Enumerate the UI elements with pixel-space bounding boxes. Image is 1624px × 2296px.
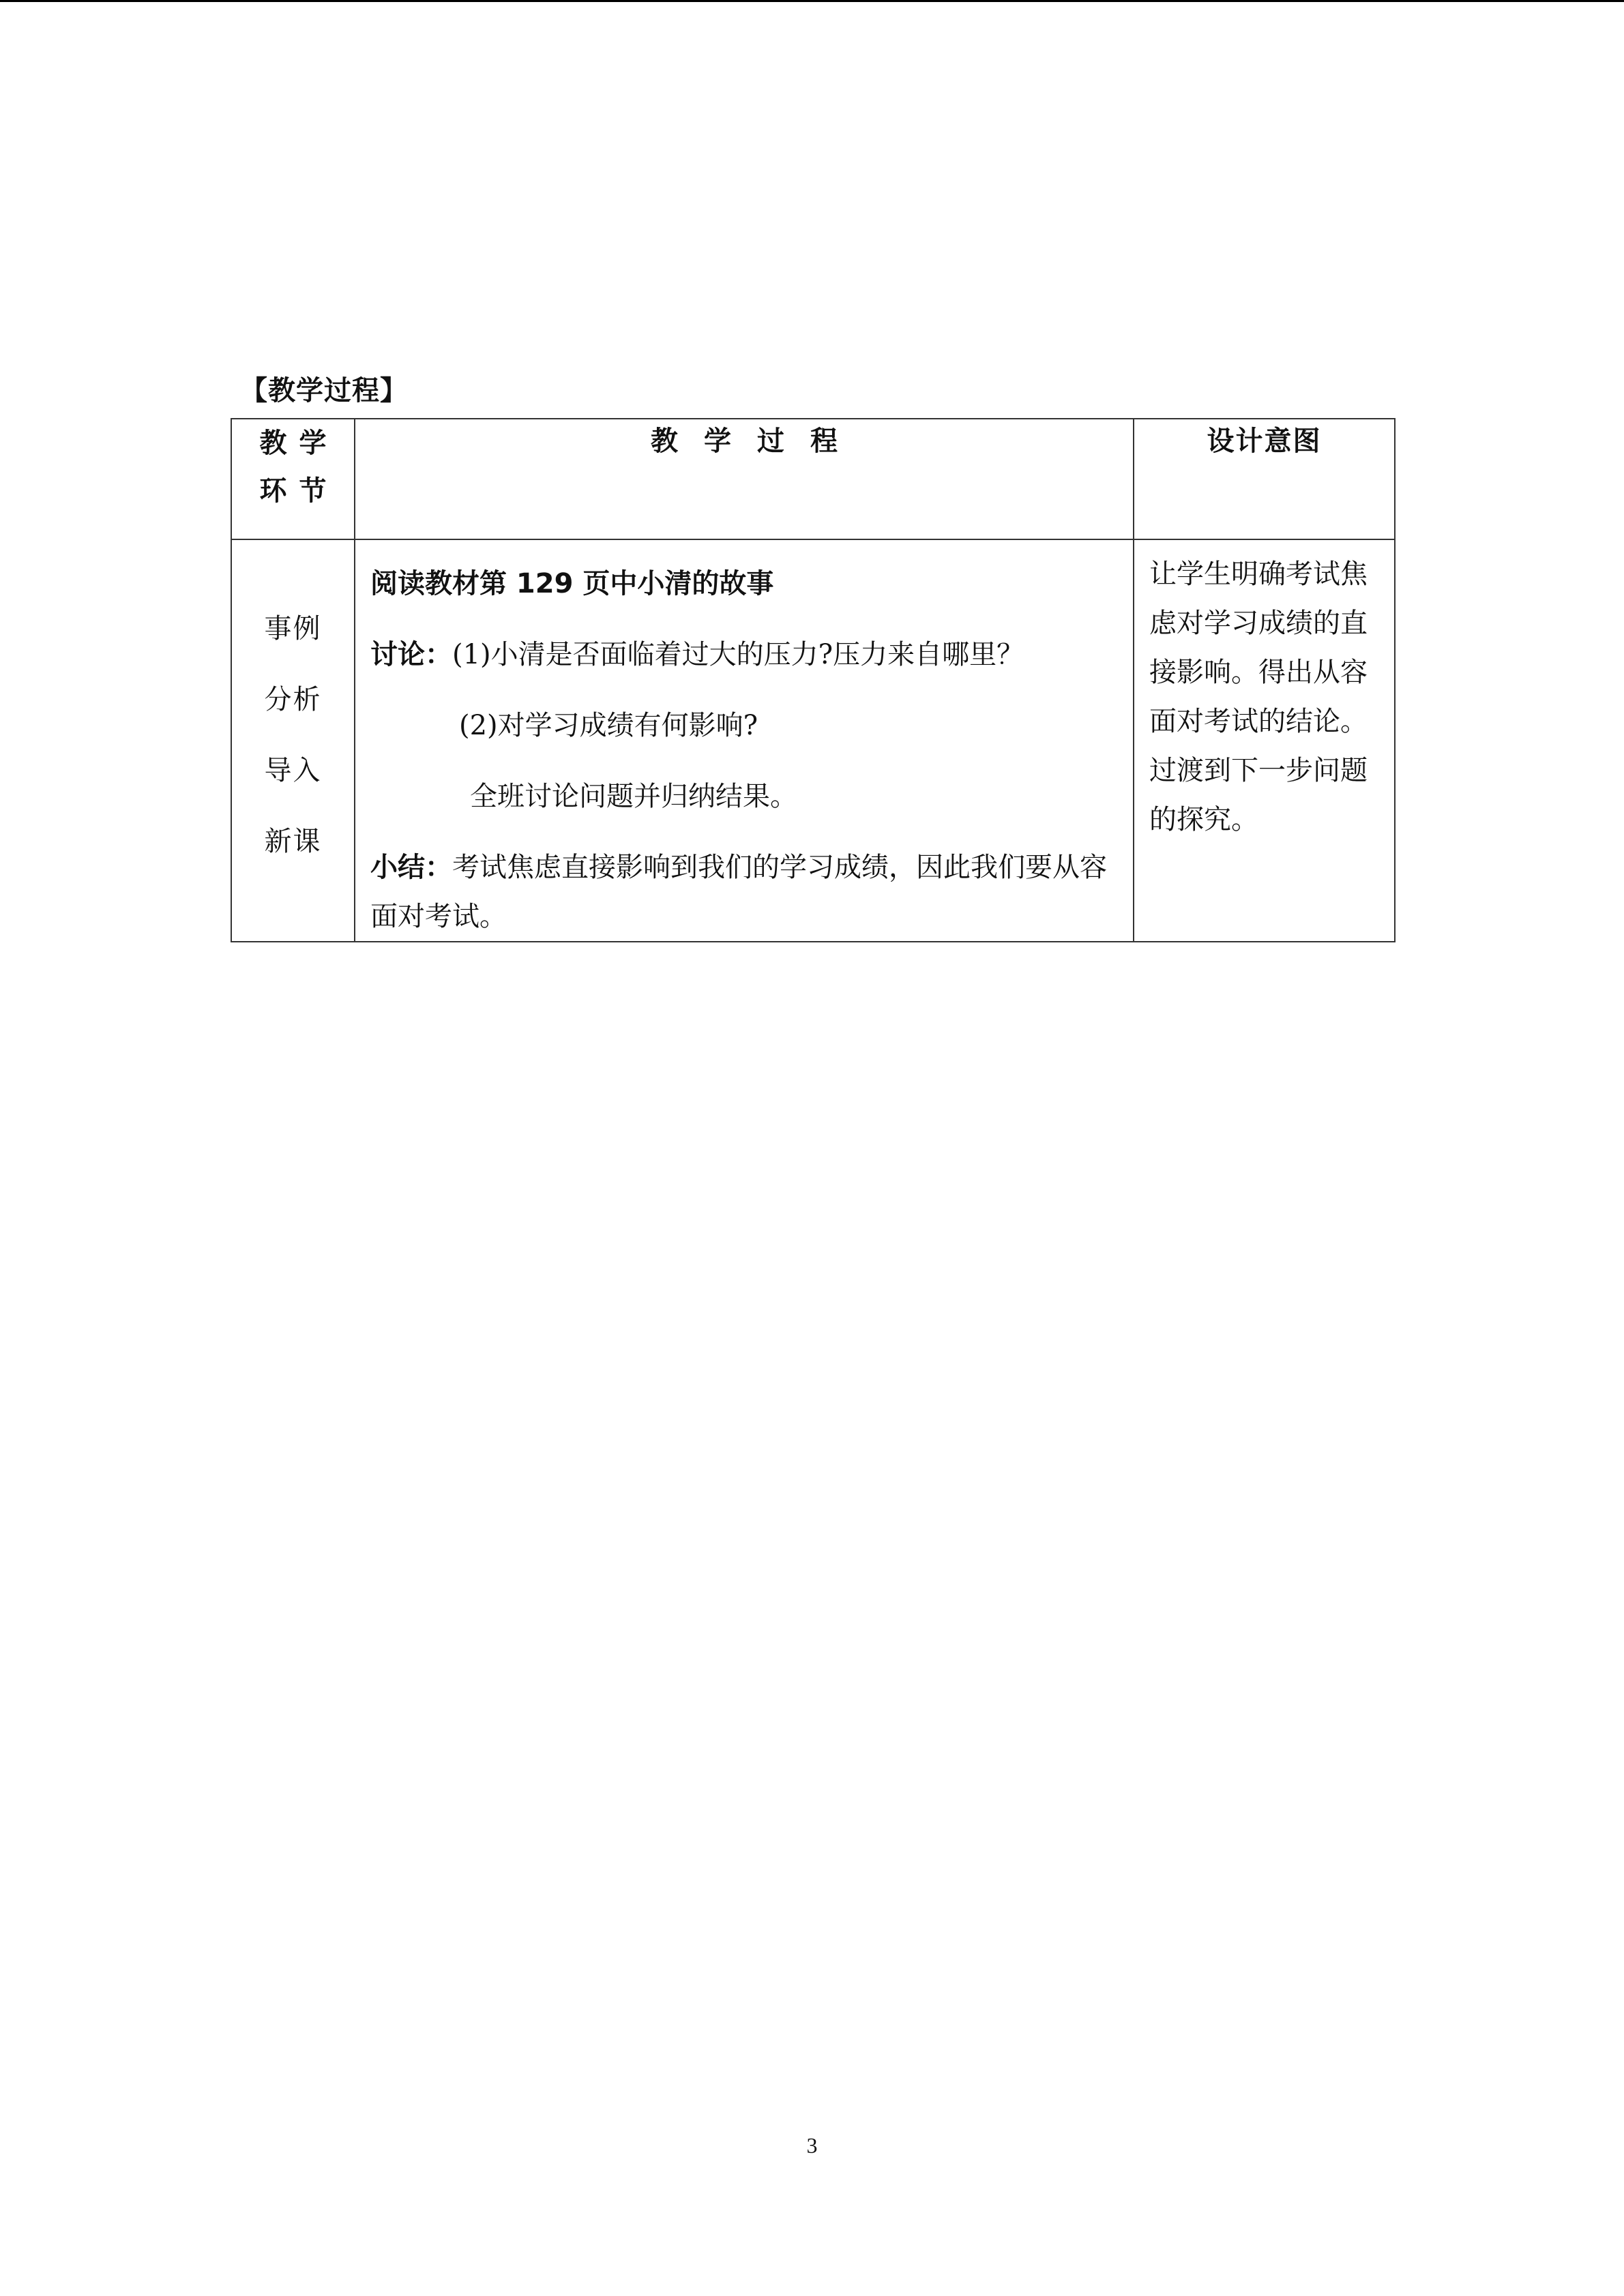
summary-label: 小结： <box>370 852 452 883</box>
summary-text: 考试焦虑直接影响到我们的学习成绩，因此我们要从容面对考试。 <box>370 852 1107 932</box>
header-teaching-process: 教学过程 <box>355 419 1134 539</box>
stage-cell <box>231 539 355 942</box>
header-design-intent: 设计意图 <box>1134 419 1395 539</box>
stage-line: 导入 <box>264 755 322 786</box>
teaching-process-table <box>231 418 1396 942</box>
process-cell <box>355 539 1134 942</box>
header-stage-line2: 环节 <box>259 475 339 507</box>
class-activity: 全班讨论问题并归纳结果。 <box>470 781 797 812</box>
discussion-question-2: (2)对学习成绩有何影响? <box>459 710 758 741</box>
page-number: 3 <box>806 2133 818 2158</box>
table-row <box>231 539 1395 942</box>
stage-line: 新课 <box>264 826 322 857</box>
section-title: 【教学过程】 <box>240 375 408 406</box>
stage-line: 事例 <box>264 613 322 644</box>
page-top-border <box>0 0 1624 2</box>
discussion-label: 讨论： <box>370 639 452 670</box>
table-header-row <box>231 419 1395 539</box>
discussion-line <box>370 619 1118 690</box>
stage-line: 分析 <box>264 684 322 715</box>
process-heading: 阅读教材第 129 页中小清的故事 <box>370 568 774 599</box>
header-teaching-stage <box>231 419 355 539</box>
summary-line <box>370 832 1118 941</box>
design-intent-cell: 让学生明确考试焦虑对学习成绩的直接影响。得出从容面对考试的结论。过渡到下一步问题的探究。 <box>1134 539 1395 942</box>
header-stage-line1: 教学 <box>259 428 339 459</box>
discussion-question-1: (1)小清是否面临着过大的压力?压力来自哪里？ <box>452 639 1024 670</box>
